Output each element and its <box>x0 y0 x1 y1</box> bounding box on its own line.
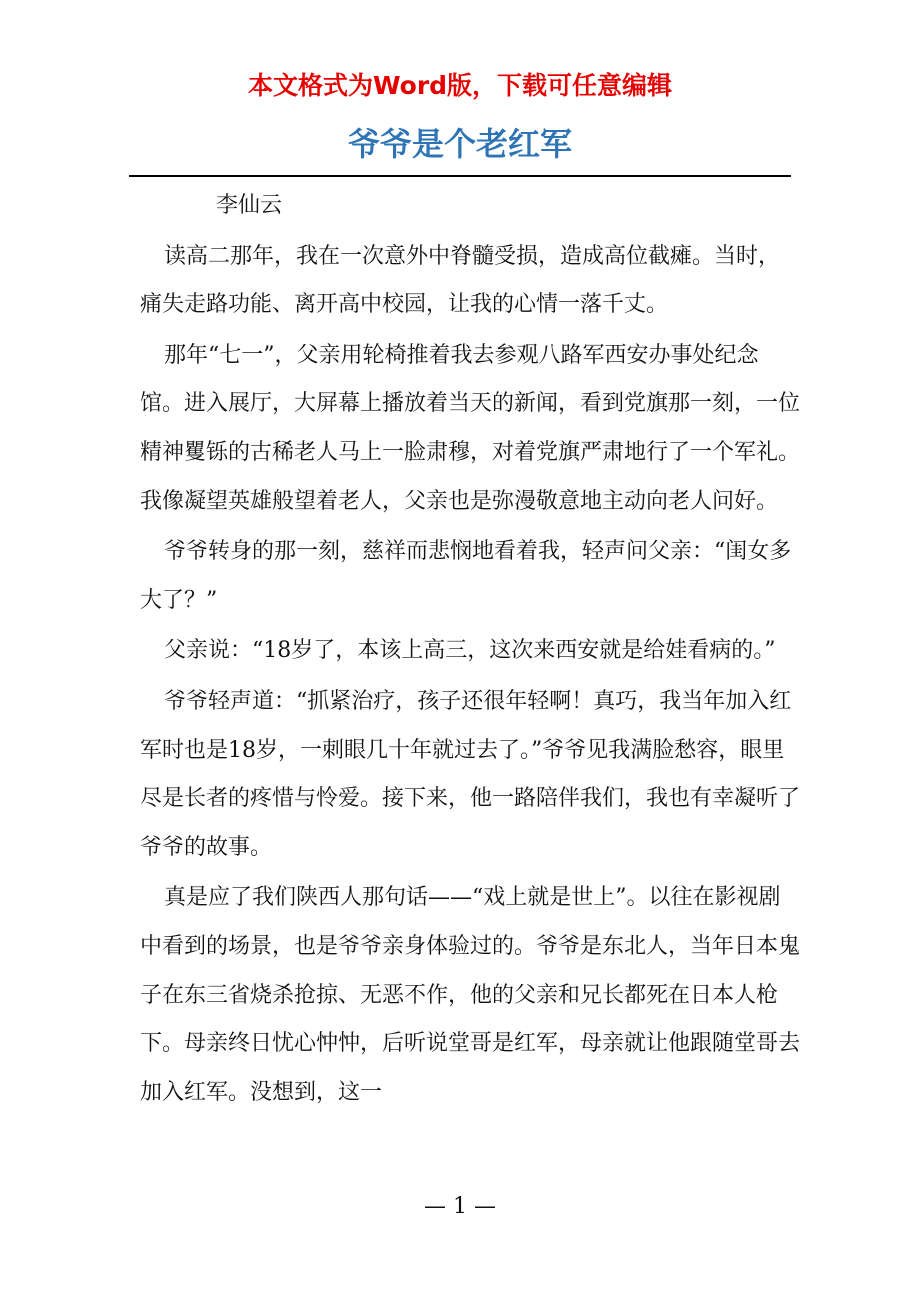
paragraph: 读高二那年，我在一次意外中脊髓受损，造成高位截瘫。当时，痛失走路功能、离开高中校园，让我的心情一落千丈。 <box>140 243 781 318</box>
author-name: 李仙云 <box>216 193 283 218</box>
page-number: — 1 — <box>424 1194 496 1219</box>
paragraph: 真是应了我们陕西人那句话——“戏上就是世上”。以往在影视剧中看到的场景，也是爷爷亲身体验过的。爷爷是东北人，当年日本鬼子在东三省烧杀抢掠、无恶不作，他的父亲和兄长都死在日本人枪下。母亲终日忧心忡忡，后听说堂哥是红军，母亲就让他跟随堂哥去加入红军。没想到，这一 <box>140 885 801 1105</box>
paragraph: 父亲说：“18岁了，本该上高三，这次来西安就是给娃看病的。” <box>164 638 776 664</box>
article-body <box>140 182 800 1117</box>
paragraph: 爷爷轻声道：“抓紧治疗，孩子还很年轻啊！真巧，我当年加入红军时也是18岁，一刺眼几十年就过去了。”爷爷见我满脸愁容，眼里尽是长者的疼惜与怜爱。接下来，他一路陪伴我们，我也有幸凝听了爷爷的故事。 <box>140 688 801 860</box>
paragraph: 那年“七一”，父亲用轮椅推着我去参观八路军西安办事处纪念馆。进入展厅，大屏幕上播放着当天的新闻，看到党旗那一刻，一位精神矍铄的古稀老人马上一脸肃穆，对着党旗严肃地行了一个军礼。我像凝望英雄般望着老人，父亲也是弥漫敬意地主动向老人问好。 <box>140 342 801 514</box>
title-divider <box>129 175 791 177</box>
paragraph: 爷爷转身的那一刻，慈祥而悲悯地看着我，轻声问父亲：“闺女多大了？” <box>140 539 792 613</box>
format-banner: 本文格式为Word版，下载可任意编辑 <box>247 71 673 100</box>
page-title: 爷爷是个老红军 <box>347 125 572 163</box>
